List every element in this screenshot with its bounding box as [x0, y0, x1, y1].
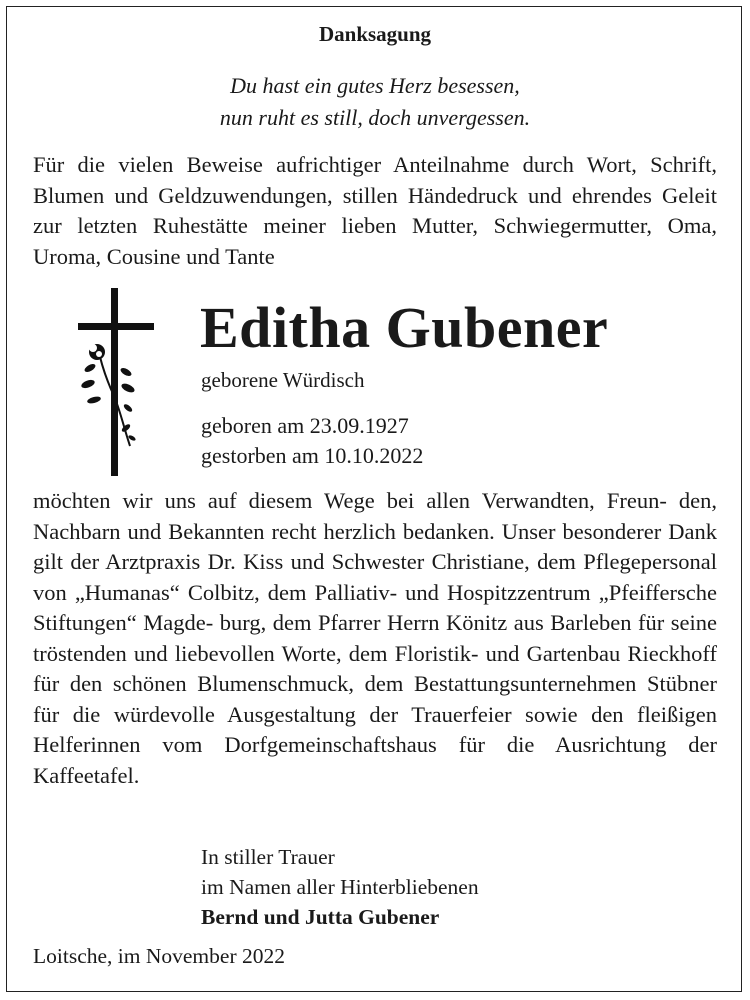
cross-with-rose-icon [78, 288, 158, 476]
thanks-line: Ausrichtung der Kaffeetafel. [33, 732, 717, 788]
thanks-paragraph [33, 486, 717, 791]
intro-line: Schrift, Blumen und Geldzuwendungen, stillen Händedruck und [33, 152, 718, 208]
maiden-name: geborene Würdisch [201, 368, 365, 392]
birth-date: geboren am 23.09.1927 [201, 413, 409, 438]
signature-line: im Namen aller Hinterbliebenen [201, 875, 479, 899]
death-date: gestorben am 10.10.2022 [201, 443, 424, 468]
life-dates [201, 411, 423, 471]
signature-names: Bernd und Jutta Gubener [201, 905, 440, 929]
memorial-verse [0, 70, 750, 134]
thanks-line: den, Nachbarn und Bekannten recht herzlich bedanken. Unser [33, 488, 718, 544]
thanks-line: besonderer Dank gilt der Arztpraxis Dr. Kiss und Schwester [33, 518, 718, 574]
thanks-line: Stübner für die würdevolle Ausgestaltung der Trauerfeier sowie [33, 671, 718, 727]
thanks-line: Palliativ- und Hospitzzentrum „Pfeiffersche Stiftungen“ Magde- [33, 579, 718, 635]
thanks-line: für den schönen Blumenschmuck, dem Bestattungsunternehmen [33, 671, 637, 696]
verse-line: nun ruht es still, doch unvergessen. [219, 105, 531, 130]
intro-paragraph [33, 150, 717, 272]
deceased-name: Editha Gubener [200, 295, 609, 360]
intro-line: ehrendes Geleit zur letzten Ruhestätte meiner lieben Mutter, [33, 182, 718, 238]
thanks-line: den fleißigen Helferinnen vom Dorfgemeinschaftshaus für die [33, 701, 718, 757]
thanks-line: und liebevollen Worte, dem Floristik- und Gartenbau Rieckhoff [133, 640, 718, 666]
thanks-line: möchten wir uns auf diesem Wege bei allen Verwandten, Freun- [33, 488, 667, 513]
verse-line: Du hast ein gutes Herz besessen, [230, 73, 520, 98]
thanks-line: burg, dem Pfarrer Herrn Könitz aus Barleben für seine tröstenden [33, 610, 717, 666]
place-and-date: Loitsche, im November 2022 [33, 944, 285, 968]
thanks-line: Christiane, dem Pflegepersonal von „Humanas“ Colbitz, dem [33, 549, 717, 605]
signature-block [201, 842, 479, 932]
signature-line: In stiller Trauer [201, 845, 335, 869]
intro-line: Schwiegermutter, Oma, Uroma, Cousine und Tante [33, 213, 717, 269]
notice-heading: Danksagung [318, 22, 432, 46]
intro-line: Für die vielen Beweise aufrichtiger Anteilnahme durch Wort, [33, 152, 637, 177]
